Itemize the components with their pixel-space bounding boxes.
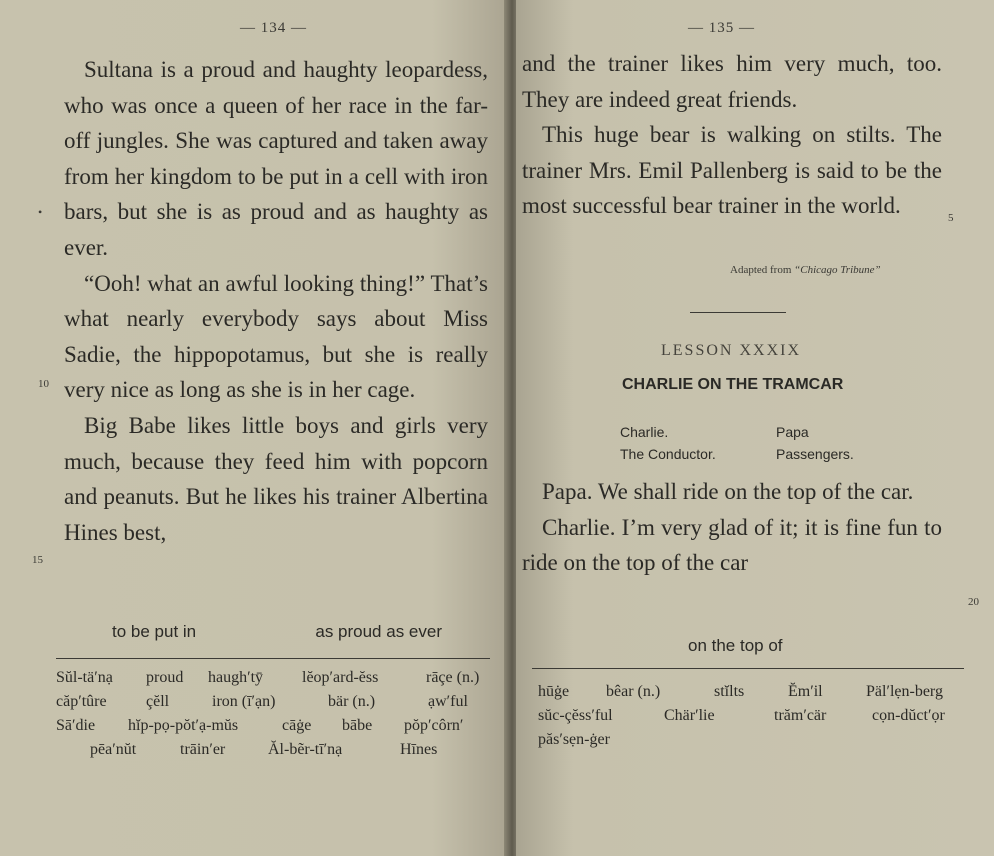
- paragraph-trainer-friends: and the trainer likes him very much, too. They are indeed great friends.: [522, 51, 942, 112]
- vocab-word: bābe: [342, 717, 373, 734]
- paragraph-huge-bear: This huge bear is walking on stilts. The trainer Mrs. Emil Pallenberg is said to be the most successful bear trainer in the world.: [522, 122, 942, 219]
- vocab-word: hĭp-pọ-pŏt′ạ-mŭs: [128, 717, 239, 734]
- source-credit: [730, 264, 881, 276]
- vocab-word: rāçe (n.): [426, 669, 480, 686]
- line-number-10: 10: [38, 378, 49, 390]
- speaker-papa: Papa.: [542, 479, 593, 504]
- vocab-word: Hīnes: [400, 741, 438, 758]
- vocab-word: hūġe: [538, 683, 570, 700]
- phrase-to-be-put-in: to be put in: [112, 622, 197, 641]
- credit-prefix: Adapted from: [730, 264, 792, 276]
- page-number: — 135 —: [688, 20, 755, 36]
- cast-passengers: Passengers.: [776, 446, 854, 462]
- vocab-word: pŏp′côrn′: [404, 717, 464, 734]
- reading-passage: [64, 52, 488, 550]
- key-phrase: [688, 636, 783, 656]
- vocab-word: iron (ī′ạn): [212, 693, 276, 710]
- vocab-word: Ăl-bẽr-tī′nạ: [268, 741, 343, 758]
- phrase-as-proud-as-ever: as proud as ever: [315, 622, 442, 641]
- page-135: [516, 0, 994, 856]
- vocab-word: păs′sẹn-ġer: [538, 731, 610, 748]
- line-marker-5: •: [38, 205, 43, 219]
- speech: We shall ride on the top of the car.: [597, 479, 914, 504]
- line-number-5: 5: [948, 212, 954, 224]
- page-number: — 134 —: [240, 20, 307, 36]
- vocabulary-divider: [56, 658, 490, 659]
- reading-passage: [522, 46, 942, 224]
- vocab-word: Chär′lie: [664, 707, 715, 724]
- vocab-word: bär (n.): [328, 693, 376, 710]
- vocab-word: proud: [146, 669, 184, 686]
- vocab-word: Sŭl-tä′nạ: [56, 669, 113, 686]
- vocab-word: trāin′er: [180, 741, 226, 758]
- section-divider: [690, 312, 786, 313]
- vocab-word: Sā′die: [56, 717, 96, 734]
- lesson-number: LESSON XXXIX: [661, 342, 801, 359]
- cast-charlie: Charlie.: [620, 424, 669, 440]
- cast-conductor: The Conductor.: [620, 446, 716, 462]
- vocab-word: căp′tûre: [56, 693, 107, 710]
- vocab-word: çĕll: [146, 693, 170, 710]
- vocab-word: stĭlts: [714, 683, 745, 700]
- vocabulary-divider: [532, 668, 964, 669]
- speech: I’m very glad of it; it is fine fun to ride on the top of the car: [522, 514, 943, 576]
- dialogue-line-papa: [522, 474, 942, 510]
- dialogue-line-charlie: [522, 510, 942, 581]
- vocab-word: cọn-dŭct′ọr: [872, 707, 945, 724]
- paragraph-big-babe: Big Babe likes little boys and girls very much, because they feed him with popcorn and peanuts. But he likes his trainer Albertina Hines best,: [64, 412, 488, 545]
- line-number-15: 15: [32, 554, 43, 566]
- cast-papa: Papa: [776, 424, 809, 440]
- vocab-word: haugh′tȳ: [208, 669, 264, 686]
- lesson-title: CHARLIE ON THE TRAMCAR: [622, 376, 844, 393]
- phrase-on-the-top-of: on the top of: [688, 636, 783, 655]
- vocab-word: trăm′cär: [774, 707, 827, 724]
- vocab-word: cāġe: [282, 717, 312, 734]
- vocab-word: bêar (n.): [606, 683, 661, 700]
- key-phrases: [112, 622, 442, 642]
- dialogue: [522, 474, 942, 581]
- vocab-word: pēa′nŭt: [90, 741, 137, 758]
- vocab-word: Päl′lẹn-berg: [866, 683, 943, 700]
- paragraph-sultana: Sultana is a proud and haughty leopardess, who was once a queen of her race in the far-off jungles. She was captured and taken away from her kingdom to be put in a cell with iron bars, but she is as proud and as haughty as ever.: [64, 57, 488, 260]
- speaker-charlie: Charlie.: [542, 514, 616, 540]
- vocab-word: lĕop′ard-ĕss: [302, 669, 379, 686]
- paragraph-miss-sadie: “Ooh! what an awful looking thing!” That’s what nearly everybody says about Miss Sadie, the hippopotamus, but she is really very nice as long as she is in her cage.: [64, 270, 488, 403]
- vocab-word: Ĕm′il: [788, 683, 823, 700]
- credit-source: “Chicago Tribune”: [794, 264, 881, 276]
- vocab-word: sŭc-çĕss′ful: [538, 707, 613, 724]
- line-number-20: 20: [968, 596, 979, 608]
- vocab-word: ạw′ful: [428, 693, 468, 710]
